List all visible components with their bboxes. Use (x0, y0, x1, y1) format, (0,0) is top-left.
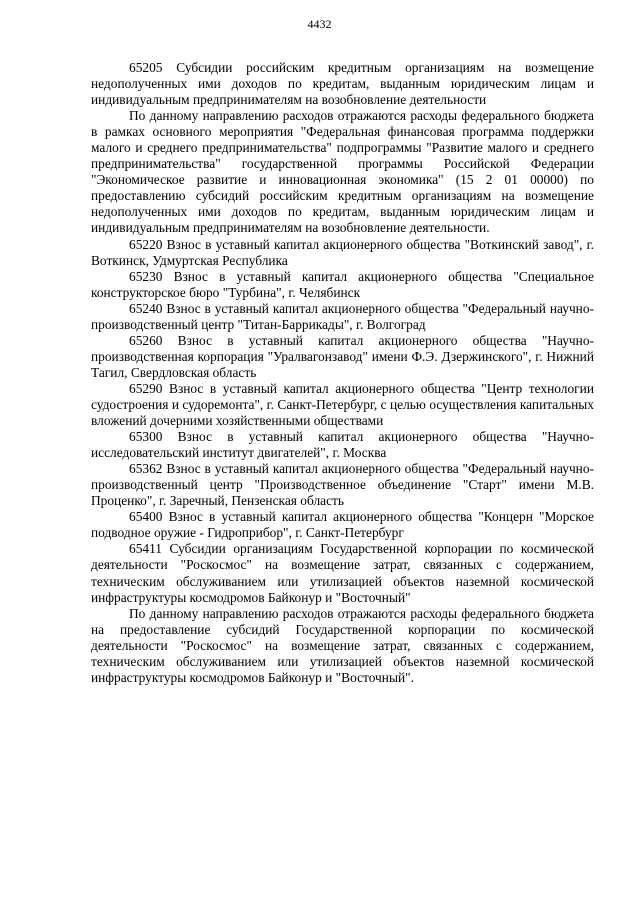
paragraph-65411-title: 65411 Субсидии организациям Государственной корпорации по космической деятельности "Роскосмос" на возмещение затрат, связанных с содержанием, техническим обслуживанием или утилизацией объектов наземной космической инфраструктуры космодромов Байконур и "Восточный" (91, 541, 594, 605)
paragraph-65205-description: По данному направлению расходов отражаются расходы федерального бюджета в рамках основного мероприятия "Федеральная финансовая программа поддержки малого и среднего предпринимательства" подпрограммы "Развитие малого и среднего предпринимательства" государственной программы Российской Федерации "Экономическое развитие и инновационная экономика" (15 2 01 00000) по предоставлению субсидий российским кредитным организациям на возмещение недополученных ими доходов по кредитам, выданным юридическим лицам и индивидуальным предпринимателям на возобновление деятельности. (91, 108, 594, 236)
paragraph-65400: 65400 Взнос в уставный капитал акционерного общества "Концерн "Морское подводное оружие - Гидроприбор", г. Санкт-Петербург (91, 509, 594, 541)
paragraph-65411-description: По данному направлению расходов отражаются расходы федерального бюджета на предоставление субсидий Государственной корпорации по космической деятельности "Роскосмос" на возмещение затрат, связанных с содержанием, техническим обслуживанием или утилизацией объектов наземной космической инфраструктуры космодромов Байконур и "Восточный". (91, 605, 594, 685)
paragraph-65220: 65220 Взнос в уставный капитал акционерного общества "Воткинский завод", г. Воткинск, Удмуртская Республика (91, 236, 594, 268)
page-number: 4432 (307, 17, 332, 31)
paragraph-65290: 65290 Взнос в уставный капитал акционерного общества "Центр технологии судостроения и судоремонта", г. Санкт-Петербург, с целью осуществления капитальных вложений дочерними хозяйственными обществами (91, 380, 594, 429)
document-body (91, 60, 594, 686)
paragraph-65260: 65260 Взнос в уставный капитал акционерного общества "Научно-производственная корпорация "Уралвагонзавод" имени Ф.Э. Дзержинского", г. Нижний Тагил, Свердловская область (91, 332, 594, 380)
paragraph-65205-title: 65205 Субсидии российским кредитным организациям на возмещение недополученных ими доходов по кредитам, выданным юридическим лицам и индивидуальным предпринимателям на возобновление деятельности (91, 60, 594, 108)
paragraph-65300: 65300 Взнос в уставный капитал акционерного общества "Научно-исследовательский институт двигателей", г. Москва (91, 429, 594, 461)
paragraph-65240: 65240 Взнос в уставный капитал акционерного общества "Федеральный научно-производственный центр "Титан-Баррикады", г. Волгоград (91, 300, 594, 332)
paragraph-65362: 65362 Взнос в уставный капитал акционерного общества "Федеральный научно-производственный центр "Производственное объединение "Старт" имени М.В. Проценко", г. Заречный, Пензенская область (91, 461, 594, 509)
paragraph-65230: 65230 Взнос в уставный капитал акционерного общества "Специальное конструкторское бюро "Турбина", г. Челябинск (91, 268, 594, 300)
